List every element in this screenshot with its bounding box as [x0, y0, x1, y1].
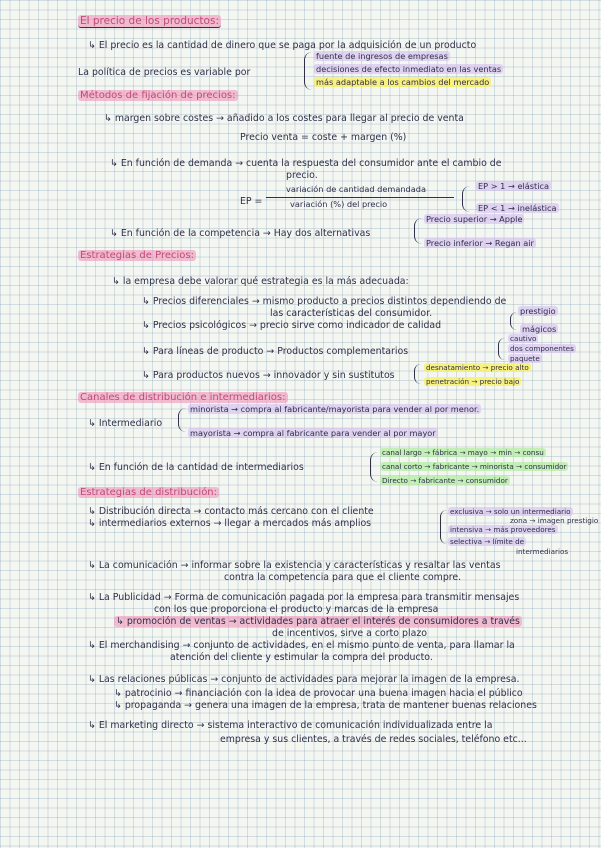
heading-text: Métodos de fijación de precios: [80, 90, 236, 101]
note-funcion-competencia: ↳ En función de la competencia → Hay dos alternativas [110, 228, 371, 239]
note-intermediario: ↳ Intermediario [88, 418, 163, 429]
note-promocion-ventas-cont: de incentivos, sirve a corto plazo [272, 628, 427, 639]
ep-fraction-bar [266, 197, 454, 198]
note-lineas-producto: ↳ Para líneas de producto → Productos complementarios [142, 346, 409, 357]
note-merchandising-cont: atención del cliente y estimular la compra del producto. [170, 652, 433, 663]
heading-estrategias-distribucion [78, 487, 219, 498]
competencia-superior [424, 214, 524, 225]
canal-largo [380, 447, 546, 458]
ep-numerator: variación de cantidad demandada [286, 184, 426, 194]
brace-psicologicos [510, 312, 517, 330]
note-publicidad-cont: con los que proporciona el producto y marcas de la empresa [154, 604, 439, 615]
ep-denominator: variación (%) del precio [290, 199, 388, 209]
brace-externos [440, 510, 447, 544]
brace-nuevos [414, 364, 421, 384]
politica-item-1-text: fuente de ingresos de empresas [316, 51, 448, 61]
intermediario-mayorista-text: mayorista → compra al fabricante para vender al por mayor [190, 428, 436, 438]
brace-intermediario [178, 408, 187, 432]
externos-selectiva-text: selectiva → límite de [450, 537, 525, 546]
politica-item-1 [314, 51, 450, 62]
canal-corto [380, 461, 568, 472]
note-productos-nuevos: ↳ Para productos nuevos → innovador y sin sustitutos [142, 370, 395, 381]
politica-item-3 [314, 77, 491, 88]
lineas-cautivo-text: cautivo [510, 334, 537, 343]
note-comunicacion: ↳ La comunicación → informar sobre la existencia y características y resaltar las ventas [88, 560, 501, 571]
note-propaganda: ↳ propaganda → genera una imagen de la empresa, trata de mantener buenas relaciones [114, 700, 537, 711]
note-politica-precios: La política de precios es variable por [78, 67, 251, 78]
lineas-dos-componentes-text: dos componentes [510, 344, 574, 353]
note-promocion-ventas [114, 616, 522, 627]
psicologicos-prestigio-text: prestigio [520, 306, 556, 316]
nuevos-penetracion [424, 376, 521, 387]
nuevos-penetracion-text: penetración → precio bajo [426, 377, 520, 386]
brace-lineas [498, 338, 505, 360]
note-precios-diferenciales: ↳ Precios diferenciales → mismo producto a precios distintos dependiendo de [142, 296, 507, 307]
heading-estrategias-precios [78, 250, 196, 261]
intermediario-mayorista [188, 428, 438, 439]
note-relaciones-publicas: ↳ Las relaciones públicas → conjunto de actividades para mejorar la imagen de la empresa. [88, 674, 520, 685]
note-comunicacion-cont: contra la competencia para que el cliente compre. [224, 572, 462, 583]
note-patrocinio: ↳ patrocinio → financiación con la idea de provocar una buena imagen hacia el público [114, 688, 523, 699]
externos-selectiva-nota: intermediarios [516, 547, 569, 556]
intermediario-minorista [188, 404, 481, 415]
brace-politica [304, 52, 313, 90]
heading-metodos-fijacion [78, 90, 238, 101]
politica-item-2-text: decisiones de efecto inmediato en las ventas [316, 64, 502, 74]
note-funcion-demanda: ↳ En función de demanda → cuenta la respuesta del consumidor ante el cambio de [110, 158, 502, 169]
heading-text: El precio de los productos: [80, 15, 219, 27]
intermediario-minorista-text: minorista → compra al fabricante/mayorista para vender al por menor. [190, 404, 480, 414]
note-distribucion-directa: ↳ Distribución directa → contacto más cercano con el cliente [88, 506, 374, 517]
note-precio-definicion: ↳ El precio es la cantidad de dinero que se paga por la adquisición de un producto [88, 40, 477, 51]
heading-canales-distribucion [78, 392, 288, 403]
formula-precio-venta: Precio venta = coste + margen (%) [240, 132, 407, 143]
lineas-paquete-text: paquete [510, 354, 540, 363]
externos-exclusiva-text: exclusiva → solo un intermediario [450, 507, 571, 516]
externos-intensiva [448, 524, 558, 535]
ep-label: EP = [240, 196, 263, 207]
note-promocion-ventas-text: ↳ promoción de ventas → actividades para atraer el interés de consumidores a través [116, 616, 520, 627]
canal-corto-text: canal corto → fabricante → minorista → consumidor [382, 462, 567, 471]
canal-directo [380, 475, 510, 486]
heading-text: Estrategias de Precios: [80, 250, 194, 261]
competencia-superior-text: Precio superior → Apple [426, 214, 523, 224]
note-empresa-valorar: ↳ la empresa debe valorar qué estrategia es la más adecuada: [112, 276, 409, 287]
ep-inelastica-text: EP < 1 → inelástica [478, 203, 557, 213]
nuevos-desnatamiento-text: desnatamiento → precio alto [426, 363, 529, 372]
brace-competencia [414, 218, 423, 244]
nuevos-desnatamiento [424, 362, 531, 373]
heading-precio-productos [78, 16, 221, 27]
note-margen-costes: ↳ margen sobre costes → añadido a los costes para llegar al precio de venta [104, 113, 464, 124]
note-precios-diferenciales-cont: las características del consumidor. [270, 308, 433, 319]
externos-selectiva [448, 536, 526, 547]
note-intermediarios-externos: ↳ intermediarios externos → llegar a mercados más amplios [88, 518, 372, 529]
note-funcion-demanda-cont: precio. [286, 170, 318, 181]
canal-largo-text: canal largo → fábrica → mayo → min → consu [382, 448, 544, 457]
externos-intensiva-text: intensiva → más proveedores [450, 525, 556, 534]
brace-ep [462, 186, 471, 212]
competencia-inferior [424, 238, 536, 249]
heading-text: Canales de distribución e intermediarios: [80, 392, 286, 403]
note-publicidad: ↳ La Publicidad → Forma de comunicación pagada por la empresa para transmitir mensajes [88, 592, 520, 603]
note-merchandising: ↳ El merchandising → conjunto de actividades, en el mismo punto de venta, para llamar la [88, 640, 515, 651]
competencia-inferior-text: Precio inferior → Regan air [426, 238, 534, 248]
ep-elastica-text: EP > 1 → elástica [478, 181, 550, 191]
politica-item-3-text: más adaptable a los cambios del mercado [316, 77, 490, 87]
note-marketing-directo-cont: empresa y sus clientes, a través de redes sociales, teléfono etc... [220, 734, 527, 745]
heading-text: Estrategias de distribución: [80, 487, 218, 498]
ep-elastica [476, 181, 551, 192]
note-precios-psicologicos: ↳ Precios psicológicos → precio sirve como indicador de calidad [142, 320, 442, 331]
externos-exclusiva-nota: zona → imagen prestigio [510, 516, 599, 525]
psicologicos-magicos-text: mágicos [522, 324, 557, 334]
psicologicos-prestigio [518, 306, 558, 317]
note-cantidad-intermediarios: ↳ En función de la cantidad de intermediarios [88, 462, 304, 473]
brace-canales [370, 452, 379, 482]
canal-directo-text: Directo → fabricante → consumidor [382, 476, 508, 485]
politica-item-2 [314, 64, 503, 75]
note-marketing-directo: ↳ El marketing directo → sistema interactivo de comunicación individualizada entre la [88, 720, 493, 731]
ep-inelastica [476, 203, 559, 214]
